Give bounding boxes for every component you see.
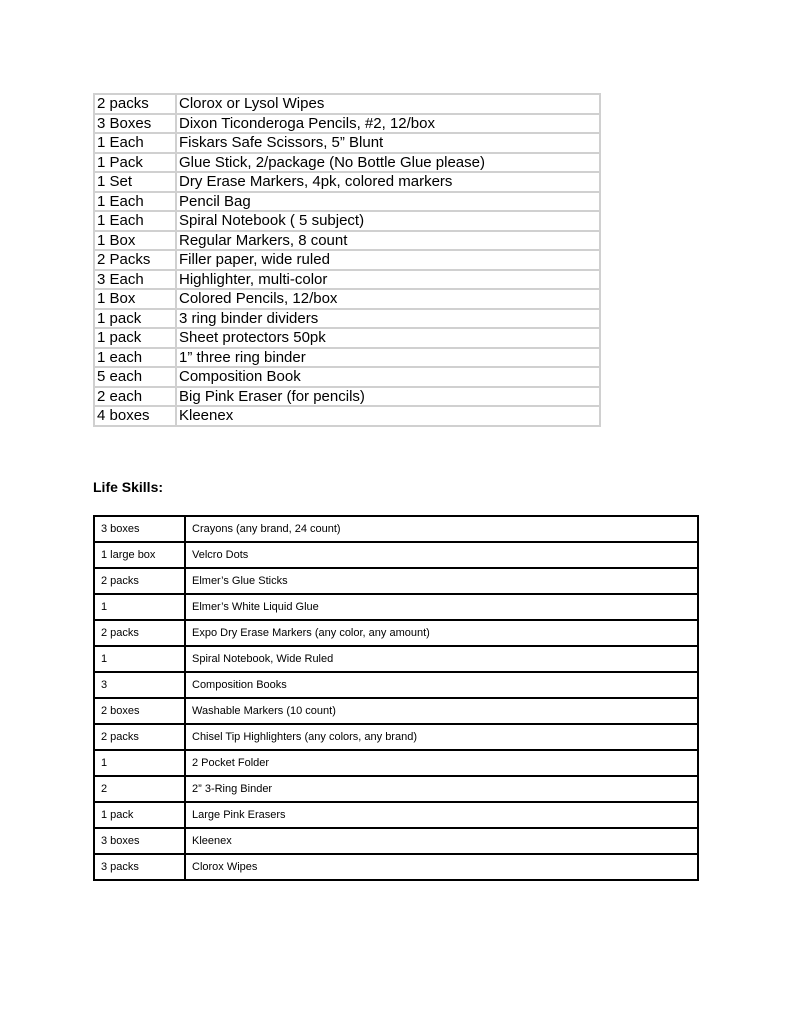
table-row <box>94 568 698 594</box>
item-cell: 2” 3-Ring Binder <box>185 776 698 802</box>
item-cell: Washable Markers (10 count) <box>185 698 698 724</box>
table-row <box>94 289 600 309</box>
table-row <box>94 367 600 387</box>
quantity-cell: 1 <box>94 750 185 776</box>
quantity-cell: 2 packs <box>94 724 185 750</box>
item-cell: Crayons (any brand, 24 count) <box>185 516 698 542</box>
item-cell: Elmer’s White Liquid Glue <box>185 594 698 620</box>
quantity-cell: 1 Set <box>94 172 176 192</box>
item-cell: Sheet protectors 50pk <box>176 328 600 348</box>
quantity-cell: 1 pack <box>94 309 176 329</box>
quantity-cell: 2 Packs <box>94 250 176 270</box>
table-row <box>94 348 600 368</box>
item-cell: 3 ring binder dividers <box>176 309 600 329</box>
table-row <box>94 231 600 251</box>
table-row <box>94 750 698 776</box>
table-row <box>94 94 600 114</box>
quantity-cell: 2 packs <box>94 94 176 114</box>
item-cell: Fiskars Safe Scissors, 5” Blunt <box>176 133 600 153</box>
table-row <box>94 802 698 828</box>
quantity-cell: 4 boxes <box>94 406 176 426</box>
table-row <box>94 406 600 426</box>
table-row <box>94 328 600 348</box>
life-skills-table <box>93 515 699 881</box>
table-row <box>94 542 698 568</box>
table-row <box>94 192 600 212</box>
quantity-cell: 3 <box>94 672 185 698</box>
item-cell: Dry Erase Markers, 4pk, colored markers <box>176 172 600 192</box>
quantity-cell: 1 <box>94 646 185 672</box>
quantity-cell: 3 boxes <box>94 516 185 542</box>
quantity-cell: 1 Box <box>94 231 176 251</box>
quantity-cell: 2 <box>94 776 185 802</box>
quantity-cell: 1 Box <box>94 289 176 309</box>
quantity-cell: 2 each <box>94 387 176 407</box>
quantity-cell: 1 Each <box>94 133 176 153</box>
item-cell: Dixon Ticonderoga Pencils, #2, 12/box <box>176 114 600 134</box>
quantity-cell: 3 Each <box>94 270 176 290</box>
table-row <box>94 270 600 290</box>
quantity-cell: 3 packs <box>94 854 185 880</box>
table-row <box>94 620 698 646</box>
item-cell: Velcro Dots <box>185 542 698 568</box>
quantity-cell: 1 Each <box>94 192 176 212</box>
table-row <box>94 672 698 698</box>
table-row <box>94 133 600 153</box>
table-row <box>94 250 600 270</box>
table-row <box>94 698 698 724</box>
item-cell: Big Pink Eraser (for pencils) <box>176 387 600 407</box>
item-cell: Highlighter, multi-color <box>176 270 600 290</box>
table-row <box>94 776 698 802</box>
item-cell: Pencil Bag <box>176 192 600 212</box>
table-row <box>94 646 698 672</box>
quantity-cell: 3 Boxes <box>94 114 176 134</box>
quantity-cell: 1 each <box>94 348 176 368</box>
table-row <box>94 854 698 880</box>
item-cell: Spiral Notebook, Wide Ruled <box>185 646 698 672</box>
item-cell: Composition Books <box>185 672 698 698</box>
item-cell: Colored Pencils, 12/box <box>176 289 600 309</box>
table-row <box>94 516 698 542</box>
item-cell: Filler paper, wide ruled <box>176 250 600 270</box>
table-row <box>94 211 600 231</box>
item-cell: Composition Book <box>176 367 600 387</box>
section-heading-life-skills: Life Skills: <box>93 479 164 495</box>
item-cell: Elmer’s Glue Sticks <box>185 568 698 594</box>
item-cell: Clorox Wipes <box>185 854 698 880</box>
quantity-cell: 1 <box>94 594 185 620</box>
supply-list-table <box>93 93 601 427</box>
quantity-cell: 3 boxes <box>94 828 185 854</box>
table-row <box>94 828 698 854</box>
item-cell: Glue Stick, 2/package (No Bottle Glue please) <box>176 153 600 173</box>
quantity-cell: 1 Each <box>94 211 176 231</box>
table-row <box>94 114 600 134</box>
quantity-cell: 2 packs <box>94 620 185 646</box>
item-cell: Clorox or Lysol Wipes <box>176 94 600 114</box>
item-cell: Kleenex <box>176 406 600 426</box>
table-row <box>94 309 600 329</box>
item-cell: Kleenex <box>185 828 698 854</box>
item-cell: Spiral Notebook ( 5 subject) <box>176 211 600 231</box>
table-row <box>94 387 600 407</box>
item-cell: Regular Markers, 8 count <box>176 231 600 251</box>
item-cell: Chisel Tip Highlighters (any colors, any brand) <box>185 724 698 750</box>
quantity-cell: 1 Pack <box>94 153 176 173</box>
quantity-cell: 1 large box <box>94 542 185 568</box>
table-row <box>94 172 600 192</box>
item-cell: Large Pink Erasers <box>185 802 698 828</box>
item-cell: 2 Pocket Folder <box>185 750 698 776</box>
quantity-cell: 1 pack <box>94 328 176 348</box>
quantity-cell: 5 each <box>94 367 176 387</box>
table-row <box>94 724 698 750</box>
table-row <box>94 594 698 620</box>
quantity-cell: 1 pack <box>94 802 185 828</box>
table-row <box>94 153 600 173</box>
item-cell: 1” three ring binder <box>176 348 600 368</box>
quantity-cell: 2 packs <box>94 568 185 594</box>
quantity-cell: 2 boxes <box>94 698 185 724</box>
item-cell: Expo Dry Erase Markers (any color, any amount) <box>185 620 698 646</box>
